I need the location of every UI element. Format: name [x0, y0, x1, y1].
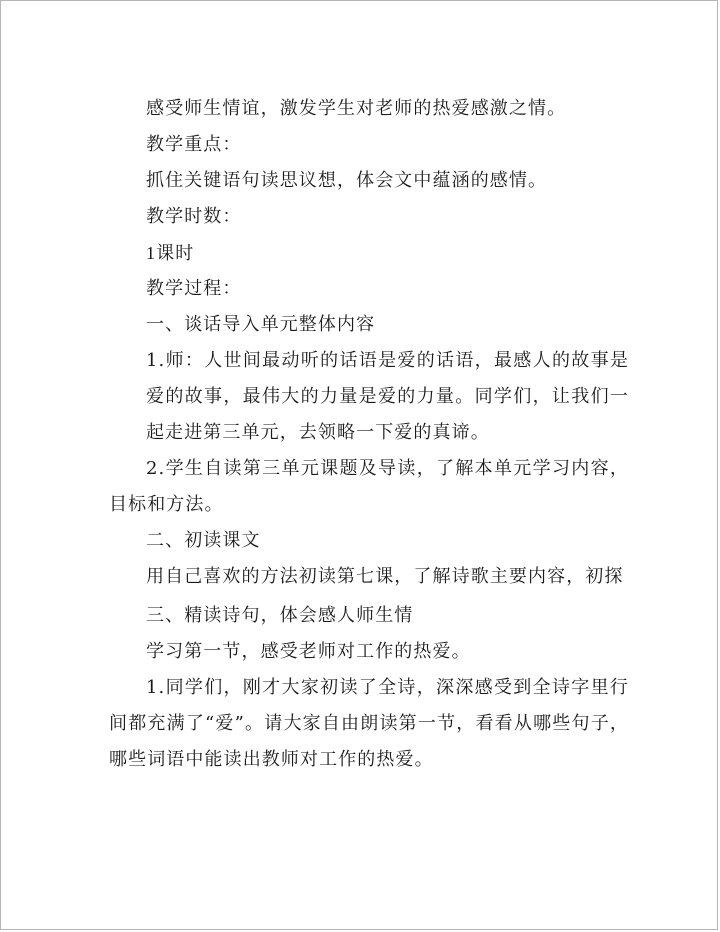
paragraph-self-reading [109, 451, 629, 523]
section-heading-2: 二、初读课文 [146, 530, 261, 551]
paragraph-stanza-reading-text: 1.同学们，刚才大家初读了全诗，深深感受到全诗字里行间都充满了“爱”。请大家自由朗读第一节，看看从哪些句子，哪些词语中能读出教师对工作的热爱。 [109, 677, 629, 770]
paragraph-self-reading-text: 2.学生自读第三单元课题及导读，了解本单元学习内容，目标和方法。 [109, 458, 629, 515]
paragraph-first-reading-text: 用自己喜欢的方法初读第七课，了解诗歌主要内容，初探 [146, 566, 624, 587]
section-heading-1: 一、谈话导入单元整体内容 [146, 314, 376, 335]
text-line-class-hours: 1课时 [146, 243, 195, 263]
paragraph-stanza-reading [109, 670, 629, 778]
paragraph-teacher-intro-text: 1.师：人世间最动听的话语是爱的话语，最感人的故事是爱的故事，最伟大的力量是爱的力量。同学们，让我们一起走进第三单元，去领略一下爱的真谛。 [146, 350, 629, 443]
text-line-goal: 感受师生情谊，激发学生对老师的热爱感激之情。 [146, 98, 567, 119]
paragraph-teacher-intro [109, 343, 629, 451]
heading-key-points: 教学重点： [146, 134, 242, 155]
document-body [109, 91, 629, 778]
text-line-key-points: 抓住关键语句读思议想，体会文中蕴涵的感情。 [146, 170, 548, 191]
text-line-first-stanza: 学习第一节，感受老师对工作的热爱。 [146, 641, 471, 662]
section-heading-3: 三、精读诗句，体会感人师生情 [146, 605, 414, 626]
paragraph-first-reading [109, 559, 629, 595]
heading-class-hours: 教学时数： [146, 206, 242, 227]
heading-teaching-process: 教学过程： [146, 278, 242, 299]
